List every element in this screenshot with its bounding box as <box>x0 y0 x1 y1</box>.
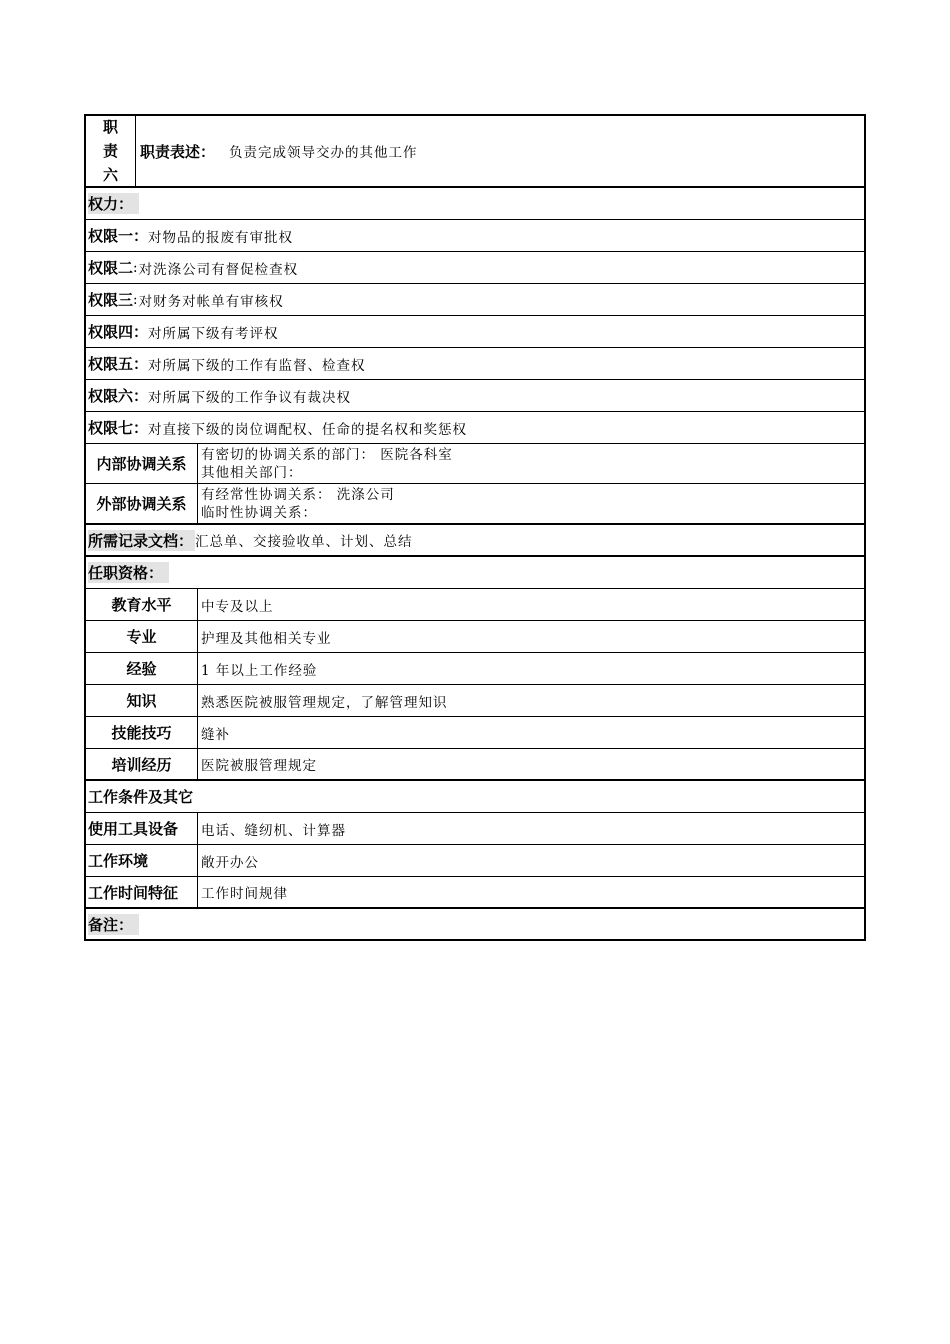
authority-heading: 权力： <box>88 193 139 214</box>
authority-item-label: 权限四 <box>88 323 134 341</box>
condition-row <box>84 845 866 877</box>
qualification-value: 1 年以上工作经验 <box>201 662 318 679</box>
authority-item-text: 对所属下级有考评权 <box>148 325 279 342</box>
duty-six-row <box>84 114 866 188</box>
authority-item-sep: ： <box>133 419 149 437</box>
authority-item-sep: : <box>133 291 139 308</box>
condition-value: 电话、缝纫机、计算器 <box>201 822 346 839</box>
internal-relations-row <box>84 444 866 484</box>
qualification-row <box>84 589 866 621</box>
authority-item-sep: ： <box>133 355 149 373</box>
authority-item-label: 权限一 <box>88 227 134 245</box>
internal-relations-line2: 其他相关部门： <box>201 465 303 481</box>
authority-item <box>84 220 866 252</box>
condition-row <box>84 877 866 909</box>
authority-item-sep: ： <box>133 227 149 245</box>
qualification-value: 护理及其他相关专业 <box>201 630 332 647</box>
authority-item-text: 对物品的报废有审批权 <box>148 229 294 246</box>
records-row <box>84 525 866 557</box>
notes-label: 备注： <box>88 914 139 935</box>
authority-item-text: 对财务对帐单有审核权 <box>138 293 284 310</box>
qualification-row <box>84 749 866 781</box>
authority-item <box>84 380 866 412</box>
qualification-label: 培训经历 <box>86 749 198 779</box>
authority-item <box>84 284 866 316</box>
authority-item-label: 权限三 <box>88 291 134 309</box>
qualification-value: 熟悉医院被服管理规定，了解管理知识 <box>201 694 448 711</box>
authority-item-sep: ： <box>133 387 149 405</box>
authority-heading-row <box>84 188 866 220</box>
external-relations-label: 外部协调关系 <box>86 484 198 523</box>
qualification-label: 技能技巧 <box>86 717 198 748</box>
authority-item <box>84 316 866 348</box>
qualification-label: 教育水平 <box>86 589 198 620</box>
qualifications-heading: 任职资格： <box>88 562 169 583</box>
condition-row <box>84 813 866 845</box>
authority-item-label: 权限六 <box>88 387 134 405</box>
qualification-label: 经验 <box>86 653 198 684</box>
external-relations-content <box>198 484 395 523</box>
condition-value: 工作时间规律 <box>201 886 288 902</box>
authority-item-sep: ： <box>133 323 149 341</box>
authority-item <box>84 252 866 284</box>
duty-six-label-char: 职 <box>102 118 118 136</box>
qualification-row <box>84 717 866 749</box>
internal-relations-content <box>198 444 453 483</box>
duty-six-description <box>136 116 418 186</box>
duty-desc-text: 负责完成领导交办的其他工作 <box>229 145 418 161</box>
authority-item-label: 权限五 <box>88 355 134 373</box>
authority-item-text: 对所属下级的工作有监督、检查权 <box>148 357 366 374</box>
condition-label: 使用工具设备 <box>86 813 198 844</box>
duty-desc-label: 职责表述： <box>140 142 216 161</box>
authority-item <box>84 412 866 444</box>
authority-item-text: 对直接下级的岗位调配权、任命的提名权和奖惩权 <box>148 421 468 438</box>
duty-six-label-char: 责 <box>102 142 118 160</box>
notes-row <box>84 909 866 941</box>
authority-item-text: 对所属下级的工作争议有裁决权 <box>148 389 352 406</box>
qualification-value: 缝补 <box>201 726 230 743</box>
condition-label: 工作时间特征 <box>86 877 198 907</box>
qualification-row <box>84 685 866 717</box>
qualification-label: 知识 <box>86 685 198 716</box>
internal-relations-line1: 有密切的协调关系的部门： 医院各科室 <box>201 447 453 463</box>
qualification-value: 中专及以上 <box>201 598 274 615</box>
authority-item-label: 权限二 <box>88 259 134 277</box>
duty-six-label-char: 六 <box>102 166 118 184</box>
conditions-heading: 工作条件及其它 <box>88 788 194 806</box>
qualifications-heading-row <box>84 557 866 589</box>
duty-six-label <box>86 116 136 186</box>
conditions-heading-row <box>84 781 866 813</box>
records-label: 所需记录文档： <box>88 531 194 550</box>
condition-label: 工作环境 <box>86 845 198 876</box>
internal-relations-label: 内部协调关系 <box>86 444 198 483</box>
job-description-table <box>84 114 866 941</box>
authority-item <box>84 348 866 380</box>
qualification-value: 医院被服管理规定 <box>201 758 317 774</box>
qualification-row <box>84 621 866 653</box>
authority-item-sep: : <box>133 259 139 276</box>
authority-item-label: 权限七 <box>88 419 134 437</box>
condition-value: 敞开办公 <box>201 854 259 871</box>
external-relations-line2: 临时性协调关系： <box>201 505 317 521</box>
authority-item-text: 对洗涤公司有督促检查权 <box>138 261 299 278</box>
qualification-label: 专业 <box>86 621 198 652</box>
external-relations-row <box>84 484 866 525</box>
qualification-row <box>84 653 866 685</box>
records-text: 汇总单、交接验收单、计划、总结 <box>195 534 413 550</box>
external-relations-line1: 有经常性协调关系： 洗涤公司 <box>201 487 395 503</box>
